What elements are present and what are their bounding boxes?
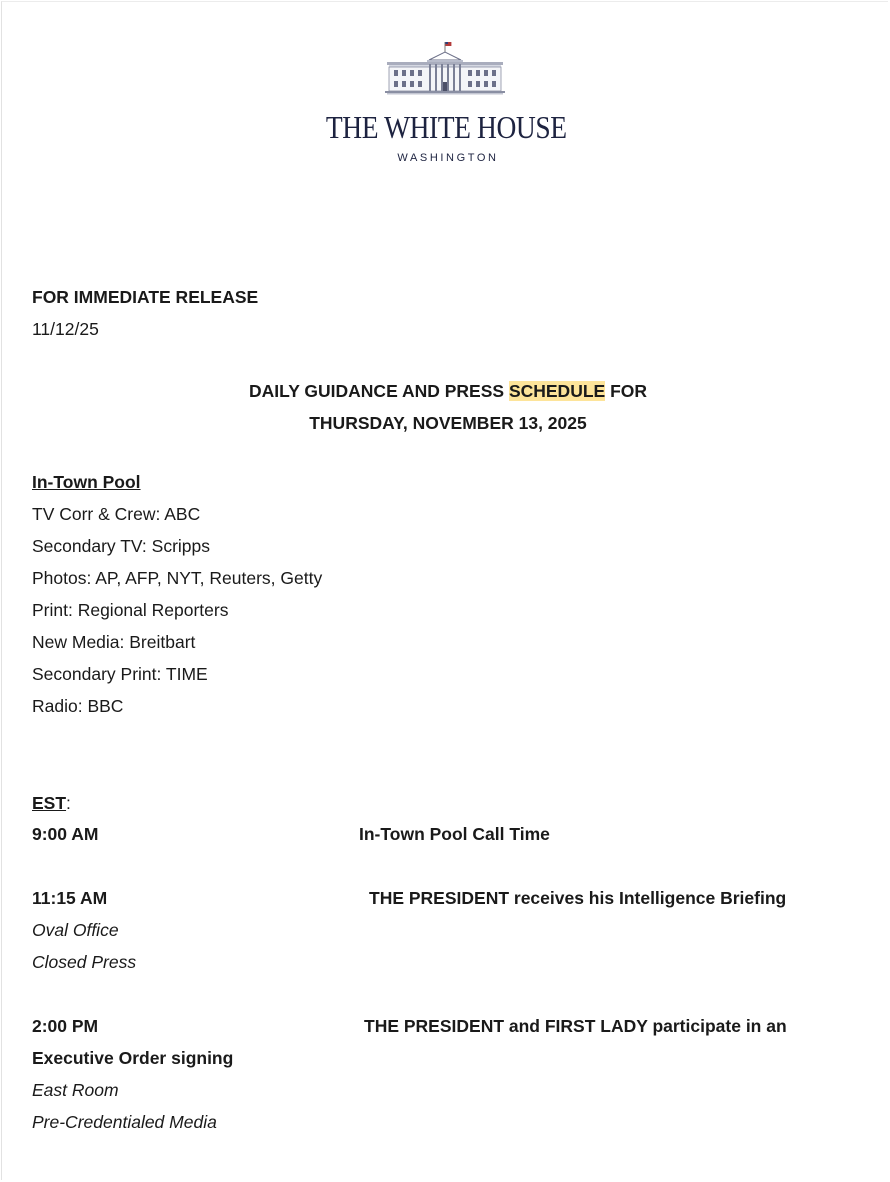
event-coverage: Pre-Credentialed Media — [32, 1112, 217, 1132]
release-label: FOR IMMEDIATE RELEASE — [32, 287, 259, 307]
document-page — [1, 1, 888, 1180]
pool-item: Radio: BBC — [32, 696, 124, 716]
event-coverage: Closed Press — [32, 952, 137, 972]
event-time: 9:00 AM — [32, 824, 99, 844]
timezone-colon: : — [66, 793, 71, 813]
pool-item: TV Corr & Crew: ABC — [32, 504, 201, 524]
event-location: Oval Office — [32, 920, 119, 940]
event-time: 11:15 AM — [32, 888, 108, 908]
white-house-logo — [2, 40, 888, 96]
schedule-heading-line1 — [2, 380, 888, 402]
pool-item: New Media: Breitbart — [32, 632, 196, 652]
event-title: THE PRESIDENT receives his Intelligence Briefing — [369, 888, 787, 908]
event-location: East Room — [32, 1080, 119, 1100]
release-date: 11/12/25 — [32, 319, 99, 339]
event-title: In-Town Pool Call Time — [359, 824, 550, 844]
timezone-text: EST — [32, 793, 67, 813]
pool-item: Secondary Print: TIME — [32, 664, 208, 684]
event-title-continued: Executive Order signing — [32, 1048, 234, 1068]
timezone-label — [32, 792, 71, 814]
pool-item: Photos: AP, AFP, NYT, Reuters, Getty — [32, 568, 323, 588]
event-time: 2:00 PM — [32, 1016, 99, 1036]
logo-title: THE WHITE HOUSE — [325, 109, 567, 145]
white-house-building-icon — [385, 40, 505, 96]
logo-subtitle: WASHINGTON — [397, 152, 499, 164]
pool-item: Print: Regional Reporters — [32, 600, 229, 620]
heading-highlight: SCHEDULE — [508, 381, 606, 401]
event-title: THE PRESIDENT and FIRST LADY participate in an — [364, 1016, 787, 1036]
schedule-heading-date: THURSDAY, NOVEMBER 13, 2025 — [309, 413, 587, 433]
heading-text-pre: DAILY GUIDANCE AND PRESS — [248, 381, 509, 401]
pool-item: Secondary TV: Scripps — [32, 536, 210, 556]
pool-title: In-Town Pool — [32, 472, 141, 492]
heading-text-post: FOR — [605, 381, 648, 401]
